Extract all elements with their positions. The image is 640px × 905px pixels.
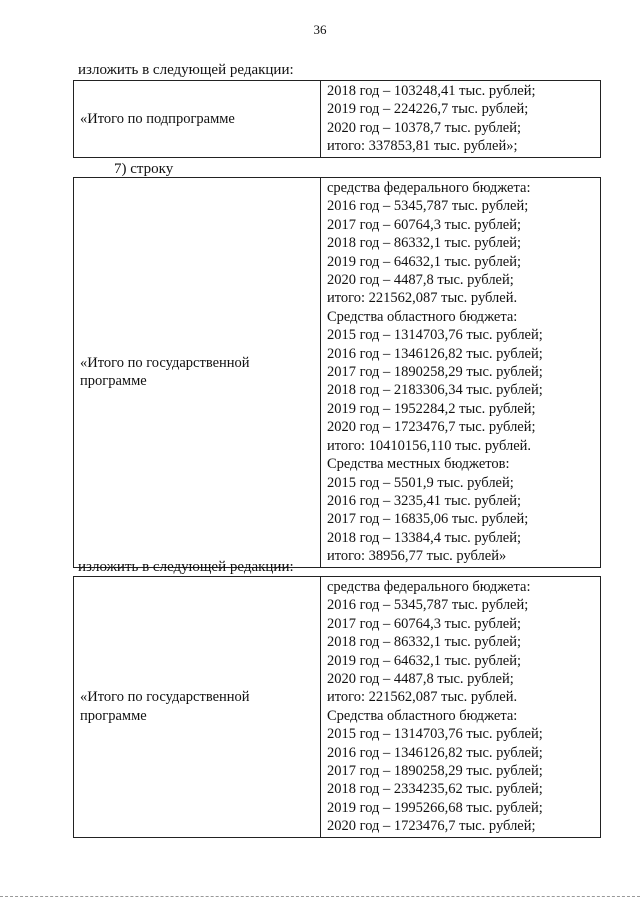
table-row	[74, 178, 601, 568]
value-line: 2017 год – 16835,06 тыс. рублей;	[327, 511, 529, 528]
row-values	[321, 577, 601, 838]
row-label-text: «Итого по государственной	[80, 354, 250, 371]
row-label-text: «Итого по подпрограмме	[80, 110, 235, 127]
value-line: 2018 год – 2183306,34 тыс. рублей;	[327, 382, 543, 399]
value-line: 2015 год – 1314703,76 тыс. рублей;	[327, 327, 543, 344]
value-line: 2016 год – 1346126,82 тыс. рублей;	[327, 345, 543, 362]
value-line: 2019 год – 1952284,2 тыс. рублей;	[327, 400, 536, 417]
program-total-table-new	[73, 576, 601, 838]
value-line: 2017 год – 60764,3 тыс. рублей;	[327, 216, 522, 233]
value-line: 2020 год – 1723476,7 тыс. рублей;	[327, 818, 536, 835]
value-line: 2015 год – 1314703,76 тыс. рублей;	[327, 726, 543, 743]
value-line: Средства местных бюджетов:	[327, 456, 510, 473]
program-total-table-old	[73, 177, 601, 568]
value-line: 2015 год – 5501,9 тыс. рублей;	[327, 474, 514, 491]
row-values	[321, 178, 601, 568]
row-label-text: программе	[80, 373, 147, 390]
value-line: 2016 год – 5345,787 тыс. рублей;	[327, 597, 529, 614]
value-line: 2016 год – 3235,41 тыс. рублей;	[327, 492, 522, 509]
instruction-text: изложить в следующей редакции:	[78, 559, 294, 575]
value-line: 2020 год – 1723476,7 тыс. рублей;	[327, 419, 536, 436]
value-line: 2016 год – 5345,787 тыс. рублей;	[327, 198, 529, 215]
value-line: 2017 год – 1890258,29 тыс. рублей;	[327, 364, 543, 381]
row-label-text: программе	[80, 707, 147, 724]
instruction-text: изложить в следующей редакции:	[78, 62, 294, 78]
value-line: 2019 год – 224226,7 тыс. рублей;	[327, 101, 529, 118]
value-line: 2018 год – 13384,4 тыс. рублей;	[327, 529, 522, 546]
value-line: 2019 год – 64632,1 тыс. рублей;	[327, 253, 522, 270]
table-row	[74, 577, 601, 838]
value-line: 2016 год – 1346126,82 тыс. рублей;	[327, 744, 543, 761]
value-line: итого: 10410156,110 тыс. рублей.	[327, 437, 532, 454]
row-label	[74, 81, 321, 158]
row-values	[321, 81, 601, 158]
value-line: Средства областного бюджета:	[327, 308, 518, 325]
value-line: 2018 год – 86332,1 тыс. рублей;	[327, 634, 522, 651]
value-line: 2017 год – 1890258,29 тыс. рублей;	[327, 763, 543, 780]
value-line: 2020 год – 4487,8 тыс. рублей;	[327, 671, 514, 688]
value-line: 2020 год – 10378,7 тыс. рублей;	[327, 119, 522, 136]
value-line: итого: 221562,087 тыс. рублей.	[327, 689, 518, 706]
value-line: 2019 год – 64632,1 тыс. рублей;	[327, 652, 522, 669]
value-line: 2017 год – 60764,3 тыс. рублей;	[327, 615, 522, 632]
value-line: итого: 38956,77 тыс. рублей»	[327, 548, 507, 565]
value-line: средства федерального бюджета:	[327, 579, 531, 595]
value-line: итого: 337853,81 тыс. рублей»;	[327, 138, 518, 155]
value-line: 2020 год – 4487,8 тыс. рублей;	[327, 272, 514, 289]
value-line: итого: 221562,087 тыс. рублей.	[327, 290, 518, 307]
value-line: 2019 год – 1995266,68 тыс. рублей;	[327, 799, 543, 816]
value-line: средства федерального бюджета:	[327, 180, 531, 196]
row-label-text: «Итого по государственной	[80, 689, 250, 706]
subprogram-total-table	[73, 80, 601, 158]
value-line: 2018 год – 86332,1 тыс. рублей;	[327, 235, 522, 252]
table-row	[74, 81, 601, 158]
page-bottom-edge	[0, 896, 640, 897]
item-number-text: 7) строку	[114, 161, 174, 177]
value-line: 2018 год – 2334235,62 тыс. рублей;	[327, 781, 543, 798]
value-line: 2018 год – 103248,41 тыс. рублей;	[327, 83, 536, 99]
page-number: 36	[313, 22, 327, 37]
value-line: Средства областного бюджета:	[327, 707, 518, 724]
row-label	[74, 178, 321, 568]
row-label	[74, 577, 321, 838]
